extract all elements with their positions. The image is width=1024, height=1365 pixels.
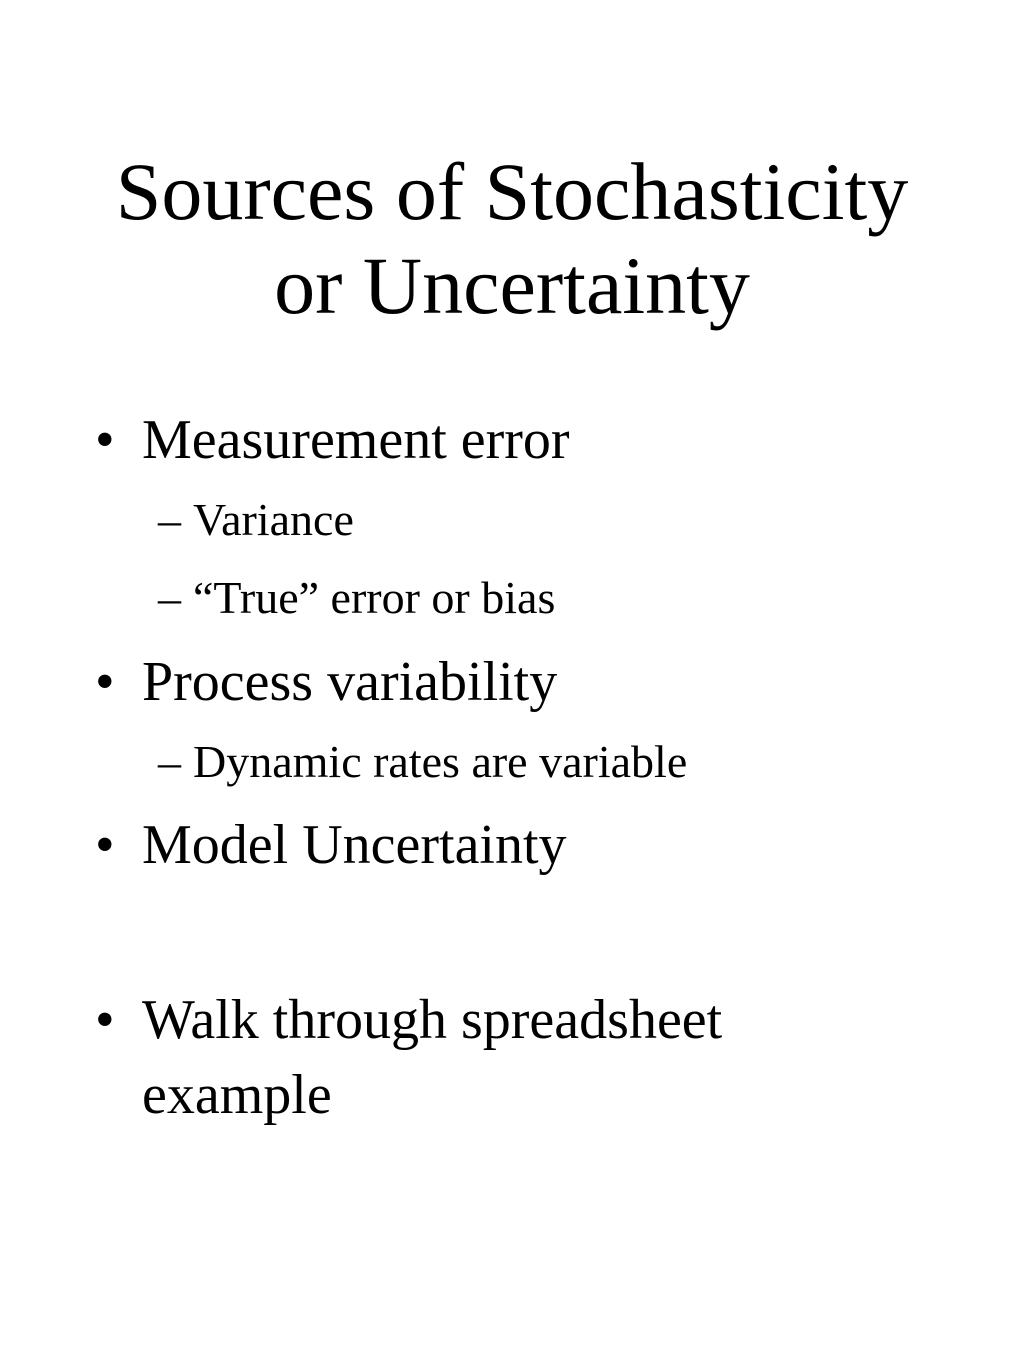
subitem-label: “True” error or bias xyxy=(193,572,556,623)
subitem-label: Dynamic rates are variable xyxy=(193,736,688,787)
subitem-label: Variance xyxy=(193,494,354,545)
bullet-label: Model Uncertainty xyxy=(142,814,567,876)
bullet-label-line-2: example xyxy=(142,1064,332,1126)
dash-icon: – xyxy=(158,494,181,545)
title-line-2: or Uncertainty xyxy=(274,240,750,331)
bullet-icon: • xyxy=(95,989,115,1051)
bullet-icon: • xyxy=(95,409,115,471)
bullet-label-line-1: Walk through spreadsheet xyxy=(142,989,723,1051)
bullet-label: Process variability xyxy=(142,651,558,713)
bullet-icon: • xyxy=(95,651,115,713)
subitem-dynamic-rates xyxy=(158,732,687,792)
dash-icon: – xyxy=(158,572,181,623)
dash-icon: – xyxy=(158,736,181,787)
slide-title xyxy=(0,145,1024,333)
title-line-1: Sources of Stochasticity xyxy=(115,146,909,237)
bullet-label: Measurement error xyxy=(142,409,570,471)
subitem-variance xyxy=(158,490,354,550)
bullet-icon: • xyxy=(95,814,115,876)
subitem-true-error xyxy=(158,568,555,628)
